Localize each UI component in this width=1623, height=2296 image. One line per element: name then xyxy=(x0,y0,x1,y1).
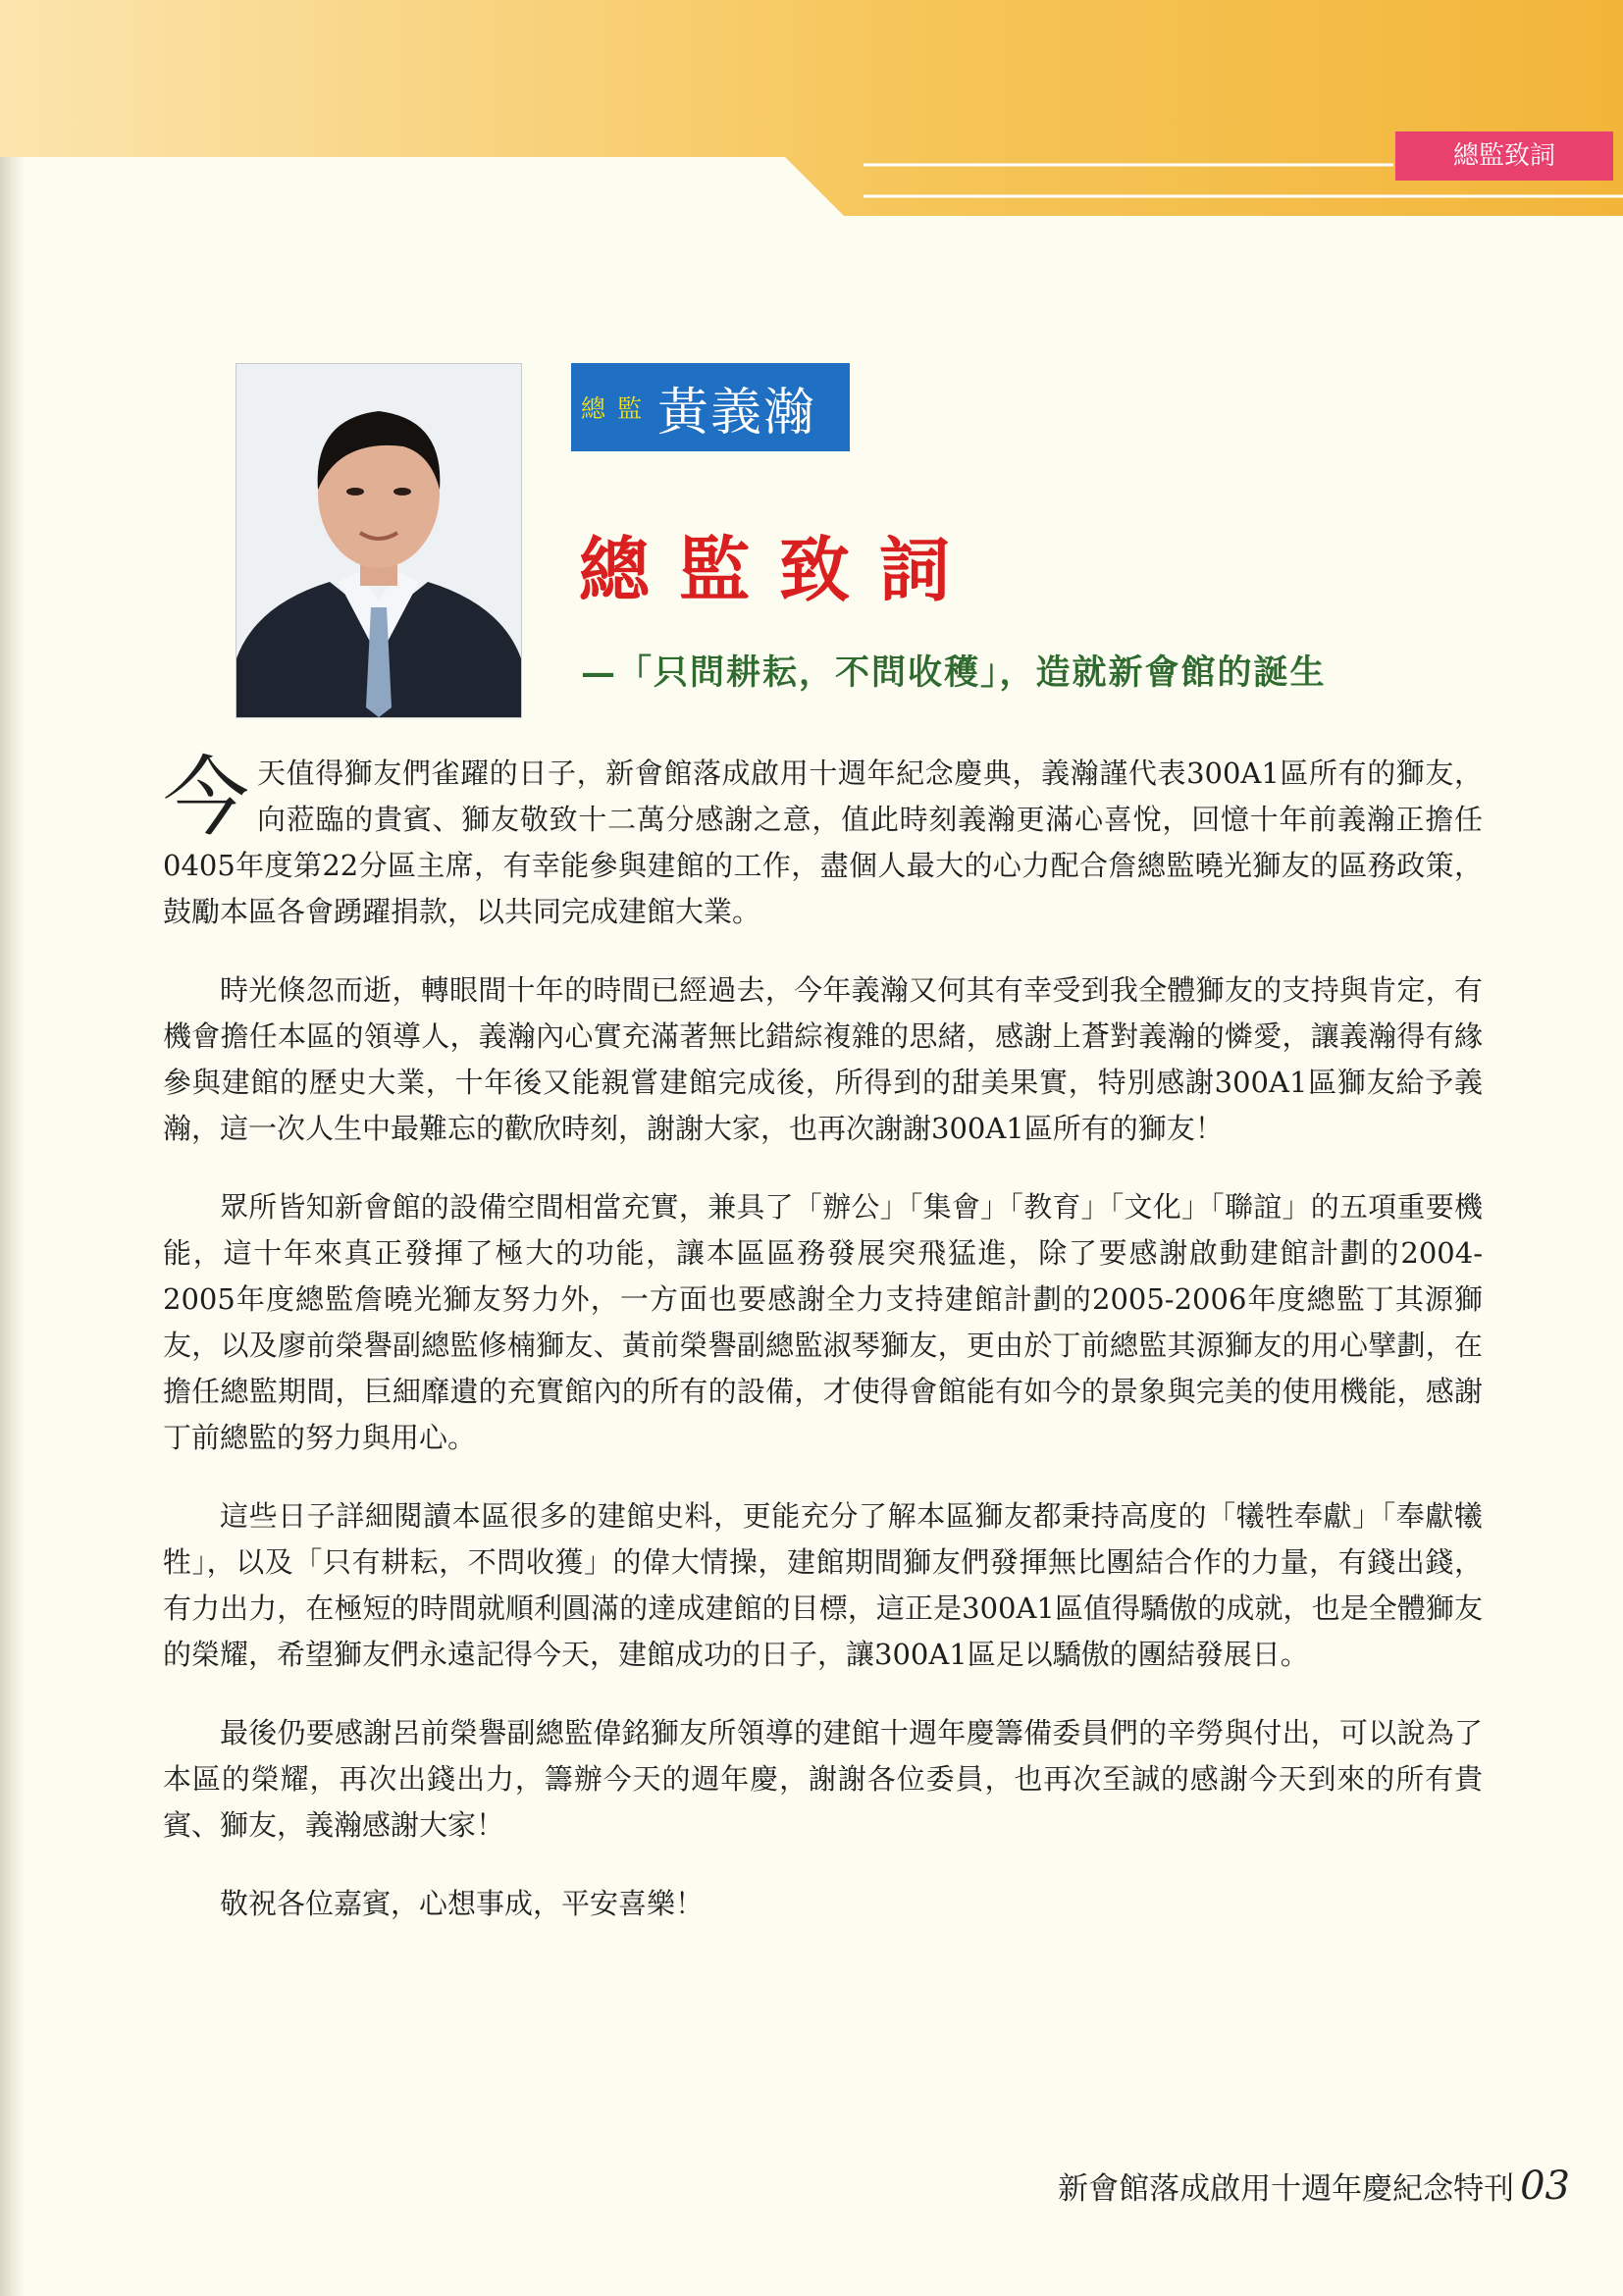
article-body xyxy=(163,747,1483,1959)
name-plate-title: 總監 xyxy=(581,394,654,423)
page-binding-gutter xyxy=(0,0,26,2296)
closing-wish: 敬祝各位嘉賓，心想事成，平安喜樂！ xyxy=(220,1887,705,1920)
paragraph-3: 眾所皆知新會館的設備空間相當充實，兼具了「辦公」「集會」「教育」「文化」「聯誼」的五項重要機能，這十年來真正發揮了極大的功能，讓本區區務發展突飛猛進，除了要感謝啟動建館計劃的2004-2005年度總監詹曉光獅友努力外，一方面也要感謝全力支持建館計劃的2005-2006年度總監丁其源獅友，以及廖前榮譽副總監修楠獅友、黃前榮譽副總監淑琴獅友，更由於丁前總監其源獅友的用心擘劃，在擔任總監期間，巨細靡遺的充實館內的所有的設備，才使得會館能有如今的景象與完美的使用機能，感謝丁前總監的努力與用心。 xyxy=(163,1190,1483,1454)
paragraph-5: 最後仍要感謝呂前榮譽副總監偉銘獅友所領導的建館十週年慶籌備委員們的辛勞與付出，可以說為了本區的榮耀，再次出錢出力，籌辦今天的週年慶，謝謝各位委員，也再次至誠的感謝今天到來的所有貴賓、獅友，義瀚感謝大家！ xyxy=(163,1716,1483,1842)
paragraph-2: 時光倏忽而逝，轉眼間十年的時間已經過去，今年義瀚又何其有幸受到我全體獅友的支持與肯定，有機會擔任本區的領導人，義瀚內心實充滿著無比錯綜複雜的思緒，感謝上蒼對義瀚的憐愛，讓義瀚得有緣參與建館的歷史大業，十年後又能親嘗建館完成後，所得到的甜美果實，特別感謝300A1區獅友給予義瀚，這一次人生中最難忘的歡欣時刻，謝謝大家，也再次謝謝300A1區所有的獅友！ xyxy=(163,973,1483,1145)
page-footer xyxy=(1030,2164,1570,2209)
paragraph-4: 這些日子詳細閱讀本區很多的建館史料，更能充分了解本區獅友都秉持高度的「犧牲奉獻」「奉獻犧牲」，以及「只有耕耘，不問收獲」的偉大情操，建館期間獅友們發揮無比團結合作的力量，有錢出錢，有力出力，在極短的時間就順利圓滿的達成建館的目標，這正是300A1區值得驕傲的成就，也是全體獅友的榮耀，希望獅友們永遠記得今天，建館成功的日子，讓300A1區足以驕傲的團結發展日。 xyxy=(163,1499,1483,1671)
header-band-shape xyxy=(0,0,1623,216)
drop-cap: 今 xyxy=(163,747,250,848)
article-title: 總監致詞 xyxy=(579,529,980,611)
name-plate-name: 黃義瀚 xyxy=(657,383,817,443)
name-plate xyxy=(571,363,850,451)
portrait-photo xyxy=(236,363,522,718)
portrait-illustration xyxy=(236,364,521,717)
paragraph-1 xyxy=(163,747,1483,935)
header-band xyxy=(0,0,1623,226)
publication-name: 新會館落成啟用十週年慶紀念特刊 xyxy=(1058,2171,1515,2207)
section-tag: 總監致詞 xyxy=(1395,131,1613,181)
article-subtitle: —「只問耕耘，不問收穫」，造就新會館的誕生 xyxy=(581,652,1327,693)
page-number: 03 xyxy=(1520,2164,1570,2209)
paragraph-1-text: 天值得獅友們雀躍的日子，新會館落成啟用十週年紀念慶典，義瀚謹代表300A1區所有的獅友，向蒞臨的貴賓、獅友敬致十二萬分感謝之意，值此時刻義瀚更滿心喜悅，回憶十年前義瀚正擔任0405年度第22分區主席，有幸能參與建館的工作，盡個人最大的心力配合詹總監曉光獅友的區務政策，鼓勵本區各會踴躍捐款，以共同完成建館大業。 xyxy=(163,757,1483,928)
